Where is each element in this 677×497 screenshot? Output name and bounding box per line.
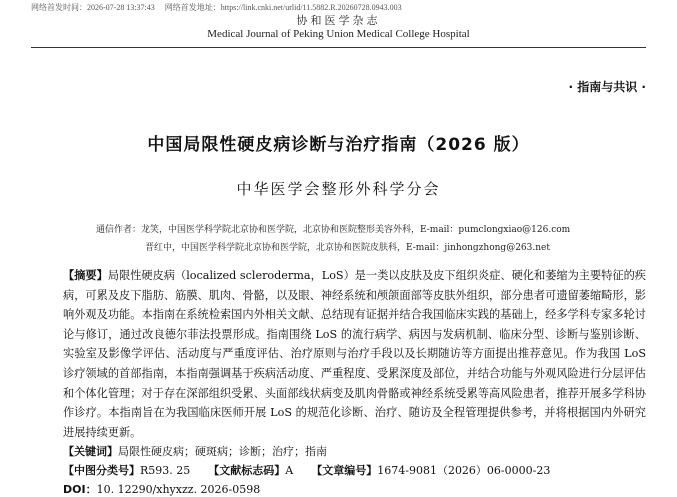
keywords: [63, 443, 327, 459]
doc-code-label: 【文献标志码】: [208, 464, 286, 477]
clc-value: R593. 25: [140, 464, 191, 477]
abstract-text: 局限性硬皮病（localized scleroderma，LoS）是一类以皮肤及皮下组织炎症、硬化和萎缩为主要特征的疾病，可累及皮下脂肪、筋膜、肌肉、骨骼，以及眼、神经系统和颅颌面部等皮肤外组织，部分患者可遗留萎缩畸形，影响外观及功能。本指南在系统检索国内外相关文献、总结现有证据并结合我国临床实践的基础上，经多学科专家多轮讨论与修订，通过改良德尔菲法投票形成。指南围绕 LoS 的流行病学、病因与发病机制、临床分型、诊断与鉴别诊断、实验室及影像学评估、活动度与严重度评估、治疗原则与治疗手段以及长期随访等方面提出推荐意见。作为我国 LoS 诊疗领域的首部指南，本指南强调基于疾病活动度、严重程度、受累深度及部位，并结合功能与外观风险进行分层评估和个体化管理；对于存在深部组织受累、头面部线状病变及肌肉骨骼或神经系统受累等高风险患者，推荐开展多学科协作诊疗。本指南旨在为我国临床医师开展 LoS 的规范化诊断、治疗、随访及全程管理提供参考，并将根据国内外研究进展持续更新。: [63, 269, 646, 439]
correspondence-author-2: 晋红中，中国医学科学院北京协和医学院，北京协和医院皮肤科，E-mail：jinhongzhong@263.net: [145, 243, 550, 253]
article-title: 中国局限性硬皮病诊断与治疗指南（2026 版）: [147, 135, 530, 155]
classification-line: [63, 462, 550, 478]
section-tag: · 指南与共识 ·: [568, 80, 646, 94]
pub-time: 网络首发时间：2026-07-28 13:37:43: [31, 3, 155, 12]
abstract: [63, 266, 646, 442]
doi-value[interactable]: 10. 12290/xhyxzz. 2026-0598: [96, 483, 261, 496]
correspondence-author-1: 通信作者：龙笑，中国医学科学院北京协和医学院，北京协和医院整形美容外科，E-mail：pumclongxiao@126.com: [96, 225, 571, 235]
article-number-value: 1674-9081（2026）06-0000-23: [377, 464, 551, 477]
article-number-label: 【文章编号】: [311, 464, 378, 477]
doi-line: [63, 481, 260, 497]
pub-url[interactable]: 网络首发地址：https://link.cnki.net/urlid/11.5882.R.20260728.0943.003: [164, 3, 402, 12]
doc-code-value: A: [285, 464, 294, 477]
author-organization: 中华医学会整形外科学分会: [236, 180, 441, 198]
journal-name-cn: 协和医学杂志: [296, 14, 381, 27]
journal-name-en: Medical Journal of Peking Union Medical College Hospital: [207, 28, 470, 40]
abstract-label: 【摘要】: [63, 269, 108, 282]
keywords-text: 局限性硬皮病；硬斑病；诊断；治疗；指南: [118, 445, 327, 458]
keywords-label: 【关键词】: [63, 445, 118, 458]
clc-label: 【中图分类号】: [63, 464, 140, 477]
doi-label: DOI：: [63, 483, 97, 496]
header-divider: [31, 47, 646, 48]
